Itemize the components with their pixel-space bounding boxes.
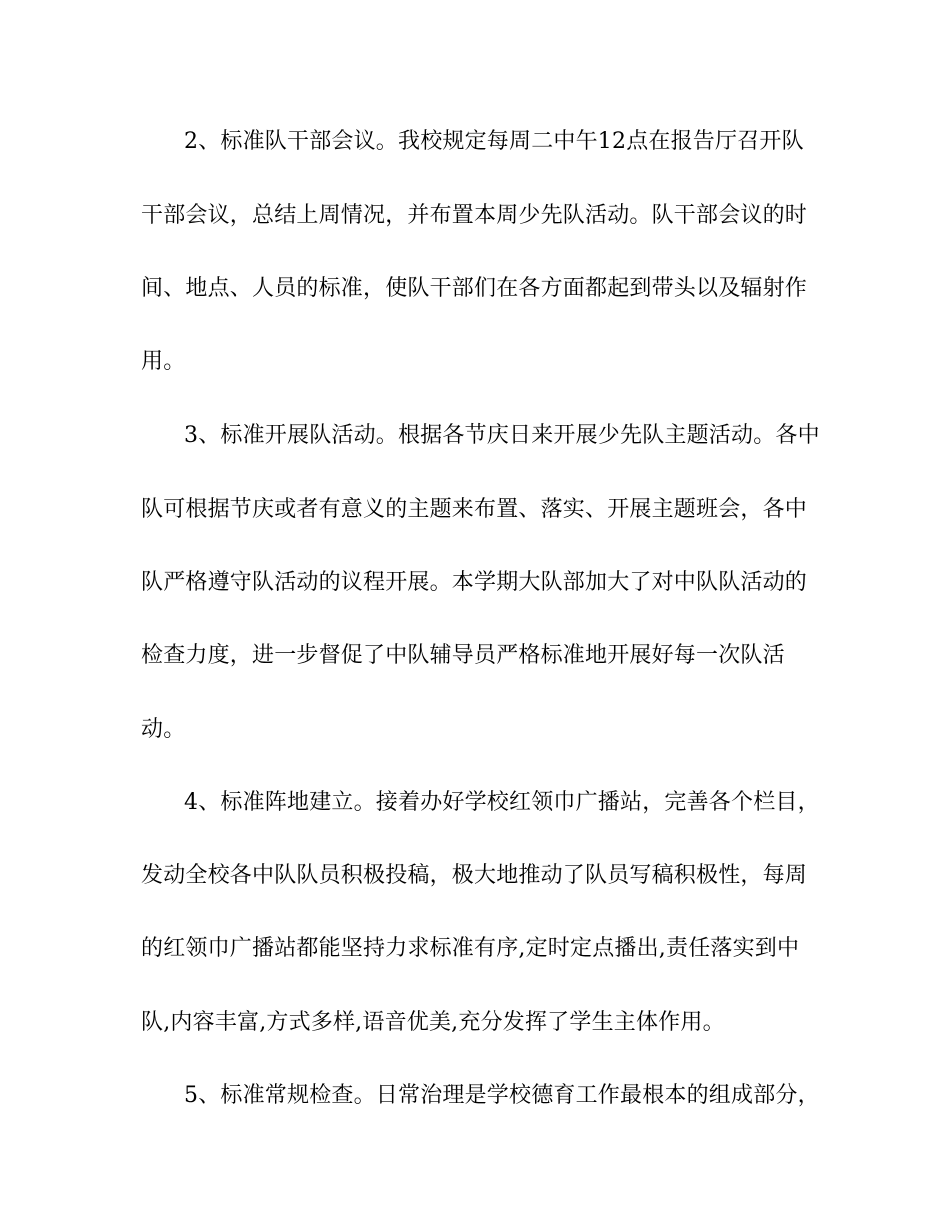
paragraph-2-line-3: 间、地点、人员的标准，使队干部们在各方面都起到带头以及辐射作 — [141, 276, 808, 301]
paragraph-5-line-1: 5、标准常规检查。日常治理是学校德育工作最根本的组成部分， — [184, 1083, 820, 1108]
paragraph-4-line-3: 的红领巾广播站都能坚持力求标准有序,定时定点播出,责任落实到中 — [141, 936, 800, 961]
paragraph-3-line-3: 队严格遵守队活动的议程开展。本学期大队部加大了对中队队活动的 — [141, 570, 808, 595]
paragraph-2-line-1: 2、标准队干部会议。我校规定每周二中午12点在报告厅召开队 — [184, 129, 804, 154]
paragraph-3-line-1: 3、标准开展队活动。根据各节庆日来开展少先队主题活动。各中 — [184, 423, 820, 448]
paragraph-2-line-2: 干部会议，总结上周情况，并布置本周少先队活动。队干部会议的时 — [141, 203, 808, 228]
paragraph-3-line-5: 动。 — [141, 717, 186, 742]
paragraph-3-line-4: 检查力度，进一步督促了中队辅导员严格标准地开展好每一次队活 — [141, 643, 785, 668]
paragraph-4-line-4: 队,内容丰富,方式多样,语音优美,充分发挥了学生主体作用。 — [141, 1010, 725, 1035]
paragraph-4-line-2: 发动全校各中队队员积极投稿，极大地推动了队员写稿积极性，每周 — [141, 863, 808, 888]
paragraph-2-line-4: 用。 — [141, 349, 186, 374]
paragraph-4-line-1: 4、标准阵地建立。接着办好学校红领巾广播站，完善各个栏目， — [184, 790, 820, 815]
paragraph-3-line-2: 队可根据节庆或者有意义的主题来布置、落实、开展主题班会，各中 — [141, 497, 808, 522]
